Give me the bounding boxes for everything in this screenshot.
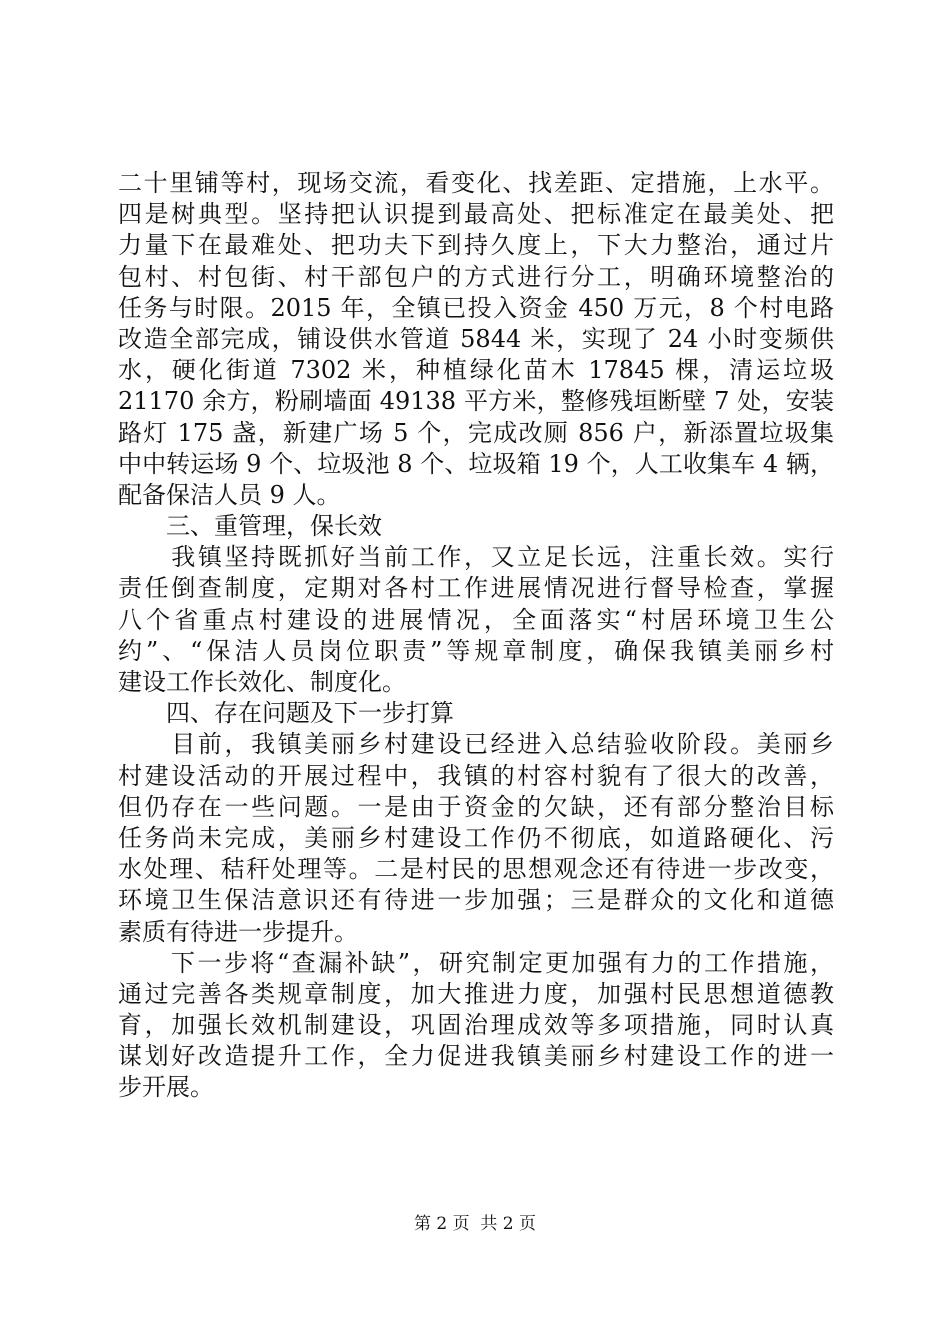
text-line: 任务与时限。2015 年，全镇已投入资金 450 万元，8 个村电路 bbox=[118, 293, 834, 322]
text-line: 二十里铺等村，现场交流，看变化、找差距、定措施，上水平。 bbox=[118, 169, 834, 197]
text-line: 下一步将“查漏补缺”，研究制定更加强有力的工作措施， bbox=[118, 948, 834, 977]
text-line: 通过完善各类规章制度，加大推进力度，加强村民思想道德教 bbox=[118, 979, 834, 1008]
text-line: 八个省重点村建设的进展情况，全面落实“村居环境卫生公 bbox=[118, 605, 834, 634]
text-line: 步开展。 bbox=[118, 1073, 214, 1102]
text-line: 素质有待进一步提升。 bbox=[118, 917, 358, 946]
text-line: 目前，我镇美丽乡村建设已经进入总结验收阶段。美丽乡 bbox=[118, 730, 834, 759]
text-line: 力量下在最难处、把功夫下到持久度上，下大力整治，通过片 bbox=[118, 231, 834, 260]
text-line: 环境卫生保洁意识还有待进一步加强；三是群众的文化和道德 bbox=[118, 886, 834, 915]
text-line: 水处理、秸秆处理等。二是村民的思想观念还有待进一步改变， bbox=[118, 855, 834, 884]
body-text bbox=[118, 168, 834, 1104]
text-line: 路灯 175 盏，新建广场 5 个，完成改厕 856 户，新添置垃圾集 bbox=[118, 418, 834, 447]
text-line: 任务尚未完成，美丽乡村建设工作仍不彻底，如道路硬化、污 bbox=[118, 823, 834, 852]
text-line: 建设工作长效化、制度化。 bbox=[118, 668, 406, 696]
text-line: 村建设活动的开展过程中，我镇的村容村貌有了很大的改善， bbox=[118, 761, 834, 790]
text-line: 约”、“保洁人员岗位职责”等规章制度，确保我镇美丽乡村 bbox=[118, 636, 834, 665]
text-line: 中中转运场 9 个、垃圾池 8 个、垃圾箱 19 个，人工收集车 4 辆， bbox=[118, 449, 834, 478]
text-line: 三、重管理，保长效 bbox=[118, 512, 382, 541]
text-line: 水，硬化街道 7302 米，种植绿化苗木 17845 棵，清运垃圾 bbox=[118, 356, 834, 385]
page-footer: 第 2 页 共 2 页 bbox=[413, 1214, 537, 1234]
text-line: 育，加强长效机制建设，巩固治理成效等多项措施，同时认真 bbox=[118, 1011, 834, 1040]
text-line: 我镇坚持既抓好当前工作，又立足长远，注重长效。实行 bbox=[118, 543, 834, 572]
text-line: 责任倒查制度，定期对各村工作进展情况进行督导检查，掌握 bbox=[118, 574, 834, 603]
text-line: 但仍存在一些问题。一是由于资金的欠缺，还有部分整治目标 bbox=[118, 792, 834, 821]
text-line: 四是树典型。坚持把认识提到最高处、把标准定在最美处、把 bbox=[118, 200, 834, 229]
text-line: 包村、村包街、村干部包户的方式进行分工，明确环境整治的 bbox=[118, 262, 834, 291]
text-line: 21170 余方，粉刷墙面 49138 平方米，整修残垣断壁 7 处，安装 bbox=[118, 387, 834, 416]
text-line: 配备保洁人员 9 人。 bbox=[118, 480, 341, 509]
text-line: 谋划好改造提升工作，全力促进我镇美丽乡村建设工作的进一 bbox=[118, 1042, 834, 1071]
text-line: 改造全部完成，铺设供水管道 5844 米，实现了 24 小时变频供 bbox=[118, 324, 834, 353]
text-line: 四、存在问题及下一步打算 bbox=[118, 699, 454, 728]
